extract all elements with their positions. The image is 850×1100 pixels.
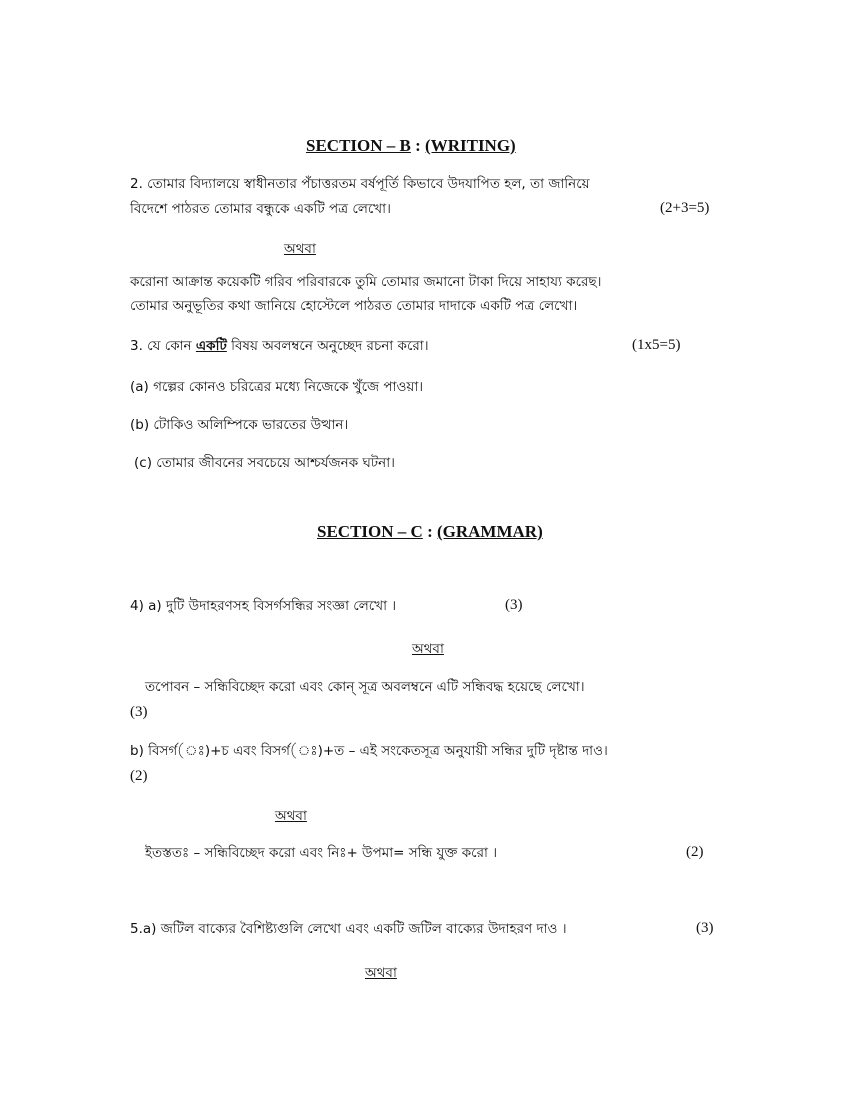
or-label: অথবা — [365, 965, 397, 981]
or-label: অথবা — [412, 641, 444, 657]
or-label: অথবা — [284, 241, 316, 257]
question-2-line-1: 2. তোমার বিদ্যালয়ে স্বাধীনতার পঁচাত্তরতম বর্ষপূর্তি কিভাবে উদযাপিত হল, তা জানিয়ে — [130, 176, 590, 192]
question-5a: 5.a) জটিল বাক্যের বৈশিষ্ট্যগুলি লেখো এবং একটি জটিল বাক্যের উদাহরণ দাও । — [130, 921, 567, 937]
question-4b-marks: (2) — [130, 768, 148, 784]
question-3 — [130, 337, 429, 355]
question-2-marks: (2+3=5) — [660, 200, 710, 216]
question-3-marks: (1x5=5) — [632, 337, 681, 353]
or-label: অথবা — [275, 808, 307, 824]
section-b-title: (WRITING) — [425, 136, 516, 155]
question-4b: b) বিসর্গ(ঃ)+চ এবং বিসর্গ(ঃ)+ত – এই সংকেতসূত্র অনুযায়ী সন্ধির দুটি দৃষ্টান্ত দাও। — [130, 743, 608, 759]
question-2-alt-line-1: করোনা আক্রান্ত কয়েকটি গরিব পরিবারকে তুমি তোমার জমানো টাকা দিয়ে সাহায্য করেছ। — [130, 274, 602, 290]
question-4a: 4) a) দুটি উদাহরণসহ বিসর্গসন্ধির সংজ্ঞা লেখো । — [130, 598, 397, 614]
question-3-pre: 3. যে কোন — [130, 338, 196, 354]
question-3-post: বিষয় অবলম্বনে অনুচ্ছেদ রচনা করো। — [226, 338, 429, 354]
question-4b-alt: ইতস্ততঃ – সন্ধিবিচ্ছেদ করো এবং নিঃ+ উপমা= সন্ধি যুক্ত করো । — [145, 845, 498, 861]
section-c-title: (GRAMMAR) — [436, 522, 543, 541]
question-4b-alt-marks: (2) — [686, 844, 704, 860]
question-3-option-b: (b) টোকিও অলিম্পিকে ভারতের উত্থান। — [130, 417, 349, 433]
question-2-line-2: বিদেশে পাঠরত তোমার বন্ধুকে একটি পত্র লেখো। — [130, 201, 391, 217]
heading-separator: : — [422, 522, 437, 541]
section-b-label: SECTION – B — [306, 136, 411, 155]
section-c-label: SECTION – C — [317, 522, 423, 541]
question-5a-marks: (3) — [696, 920, 714, 936]
question-3-option-a: (a) গল্পের কোনও চরিত্রের মধ্যে নিজেকে খুঁজে পাওয়া। — [130, 379, 424, 395]
heading-separator: : — [410, 136, 426, 155]
section-b-heading — [306, 136, 516, 156]
question-2-alt-line-2: তোমার অনুভূতির কথা জানিয়ে হোস্টেলে পাঠরত তোমার দাদাকে একটি পত্র লেখো। — [130, 298, 578, 314]
question-4a-marks: (3) — [505, 597, 523, 613]
question-3-option-c: (c) তোমার জীবনের সবচেয়ে আশ্চর্যজনক ঘটনা। — [134, 455, 395, 471]
section-c-heading — [317, 522, 543, 542]
question-3-emphasis: একটি — [195, 338, 227, 354]
question-4a-alt: তপোবন – সন্ধিবিচ্ছেদ করো এবং কোন্ সূত্র অবলম্বনে এটি সন্ধিবদ্ধ হয়েছে লেখো। — [145, 679, 585, 695]
question-4a-alt-marks: (3) — [130, 704, 148, 720]
